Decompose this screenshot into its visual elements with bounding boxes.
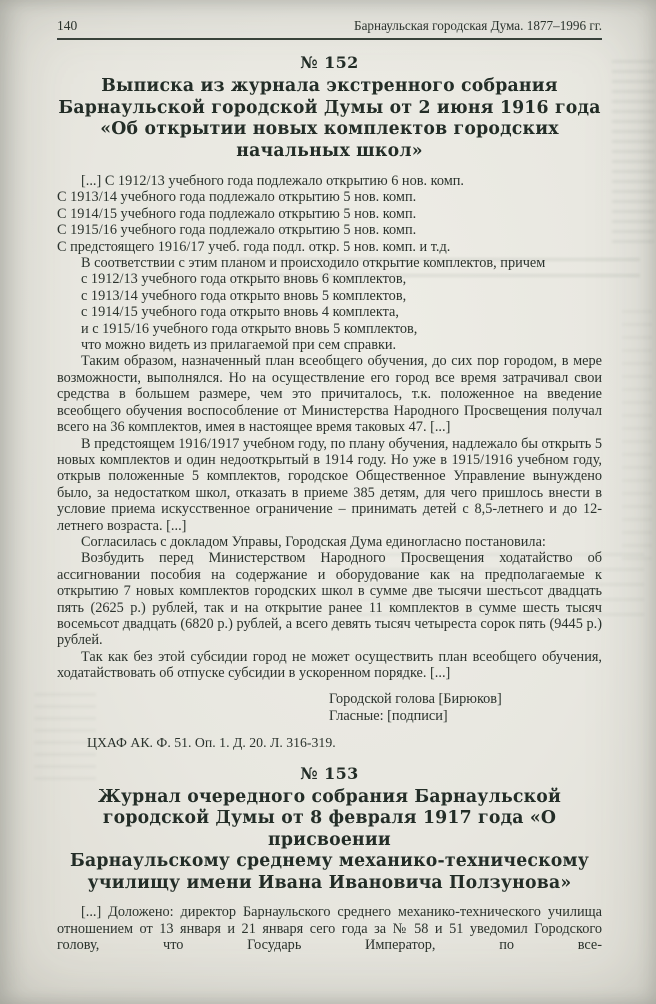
text-line: и с 1915/16 учебного года открыто вновь 5 комплектов, [81, 320, 418, 337]
title-line: начальных школ» [236, 140, 423, 161]
paragraph: Возбудить перед Министерством Народного Просвещения ходатайство об ассигновании пособия на содержание и оборудование как на предполагаемые к открытию 7 новых комплектов городских школ в сумме две тысячи шестьсот двадцать пять (2625 р.) рублей, так и на открытие ранее 11 комплектов в сумме шесть тысяч восемьсот двадцать (6820 р.) рублей, а всего девять тысяч четыреста сорок пять (9445 р.) рублей. [57, 550, 602, 649]
text-line: С 1915/16 учебного года подлежало открытию 5 нов. комп. [57, 222, 417, 239]
paragraph: [...] Доложено: директор Барнаульского среднего механико-технического училища отношением от 13 января и 21 января сего года за № 58 и 51 уведомил Городского голову, что Государь Император, по все- [57, 904, 602, 953]
text-line: что можно видеть из прилагаемой при сем справки. [81, 337, 397, 354]
text-line: с 1914/15 учебного года открыто вновь 4 комплекта, [81, 304, 399, 321]
text-line: С предстоящего 1916/17 учеб. года подл. откр. 5 нов. комп. и т.д. [57, 238, 451, 255]
paragraph: Таким образом, назначенный план всеобщего обучения, до сих пор городом, в мере возможности, выполнялся. Но на осуществление его город все время затрачивал свои средства в большем размере, чем это причиталось, т.к. положенное на введение всеобщего обучения воспособление от Министерства Народного Просвещения получал всего на 36 комплектов, имея в настоящее время таковых 47. [...] [57, 353, 602, 436]
title-line: городской Думы от 8 февраля 1917 года «О присвоении [102, 808, 557, 850]
page-header [57, 18, 602, 34]
running-title: Барнаульская городская Дума. 1877–1996 гг. [354, 18, 602, 33]
title-line: училищу имени Ивана Ивановича Ползунова» [87, 872, 572, 893]
document-number: № 152 [300, 53, 359, 72]
title-line: Барнаульскому среднему механико-техническому [69, 851, 589, 872]
document-body [57, 904, 602, 953]
title-line: Выписка из журнала экстренного собрания [101, 76, 558, 96]
archive-reference: ЦХАФ АК. Ф. 51. Оп. 1. Д. 20. Л. 316-319. [87, 734, 336, 750]
text-line: с 1913/14 учебного года открыто вновь 5 комплектов, [81, 287, 407, 304]
signature-block [329, 691, 602, 726]
paragraph: В соответствии с этим планом и происходило открытие комплектов, причем [81, 255, 546, 272]
document-152 [57, 53, 602, 751]
document-title [57, 787, 602, 895]
text-line: С 1914/15 учебного года подлежало открытию 5 нов. комп. [57, 205, 417, 222]
header-rule [57, 38, 602, 40]
page-number: 140 [57, 18, 78, 33]
signature-line: Городской голова [Бирюков] [329, 690, 502, 707]
document-title [57, 76, 602, 162]
paragraph: В предстоящем 1916/1917 учебном году, по плану обучения, надлежало бы открыть 5 новых комплектов и один недооткрытый в 1914 году. Но уже в 1915/1916 учебном году, открыв положенные 5 комплектов, городское Общественное Управление вынуждено было, за недостатком школ, отказать в приеме 385 детям, для чего пришлось внести в условие приема искусственное ограничение – принимать детей с 8,5-летнего и до 12-летнего возраста. [...] [57, 435, 602, 534]
text-line: С 1913/14 учебного года подлежало открытию 5 нов. комп. [57, 189, 417, 206]
title-line: Журнал очередного собрания Барнаульской [97, 786, 562, 807]
paragraph: Согласилась с докладом Управы, Городская Дума единогласно постановила: [81, 533, 546, 550]
signature-line: Гласные: [подписи] [329, 708, 448, 725]
title-line: «Об открытии новых комплектов городских [100, 119, 559, 139]
document-153 [57, 764, 602, 954]
text-line: с 1912/13 учебного года открыто вновь 6 комплектов, [81, 271, 407, 288]
document-body [57, 173, 602, 682]
text-line: [...] С 1912/13 учебного года подлежало открытию 6 нов. комп. [81, 173, 464, 189]
paragraph: Так как без этой субсидии город не может осуществить план всеобщего обучения, ходатайствовать об отпуске субсидии в ускоренном порядке. [...] [57, 648, 602, 682]
document-number: № 153 [300, 763, 359, 783]
title-line: Барнаульской городской Думы от 2 июня 1916 года [58, 97, 601, 118]
